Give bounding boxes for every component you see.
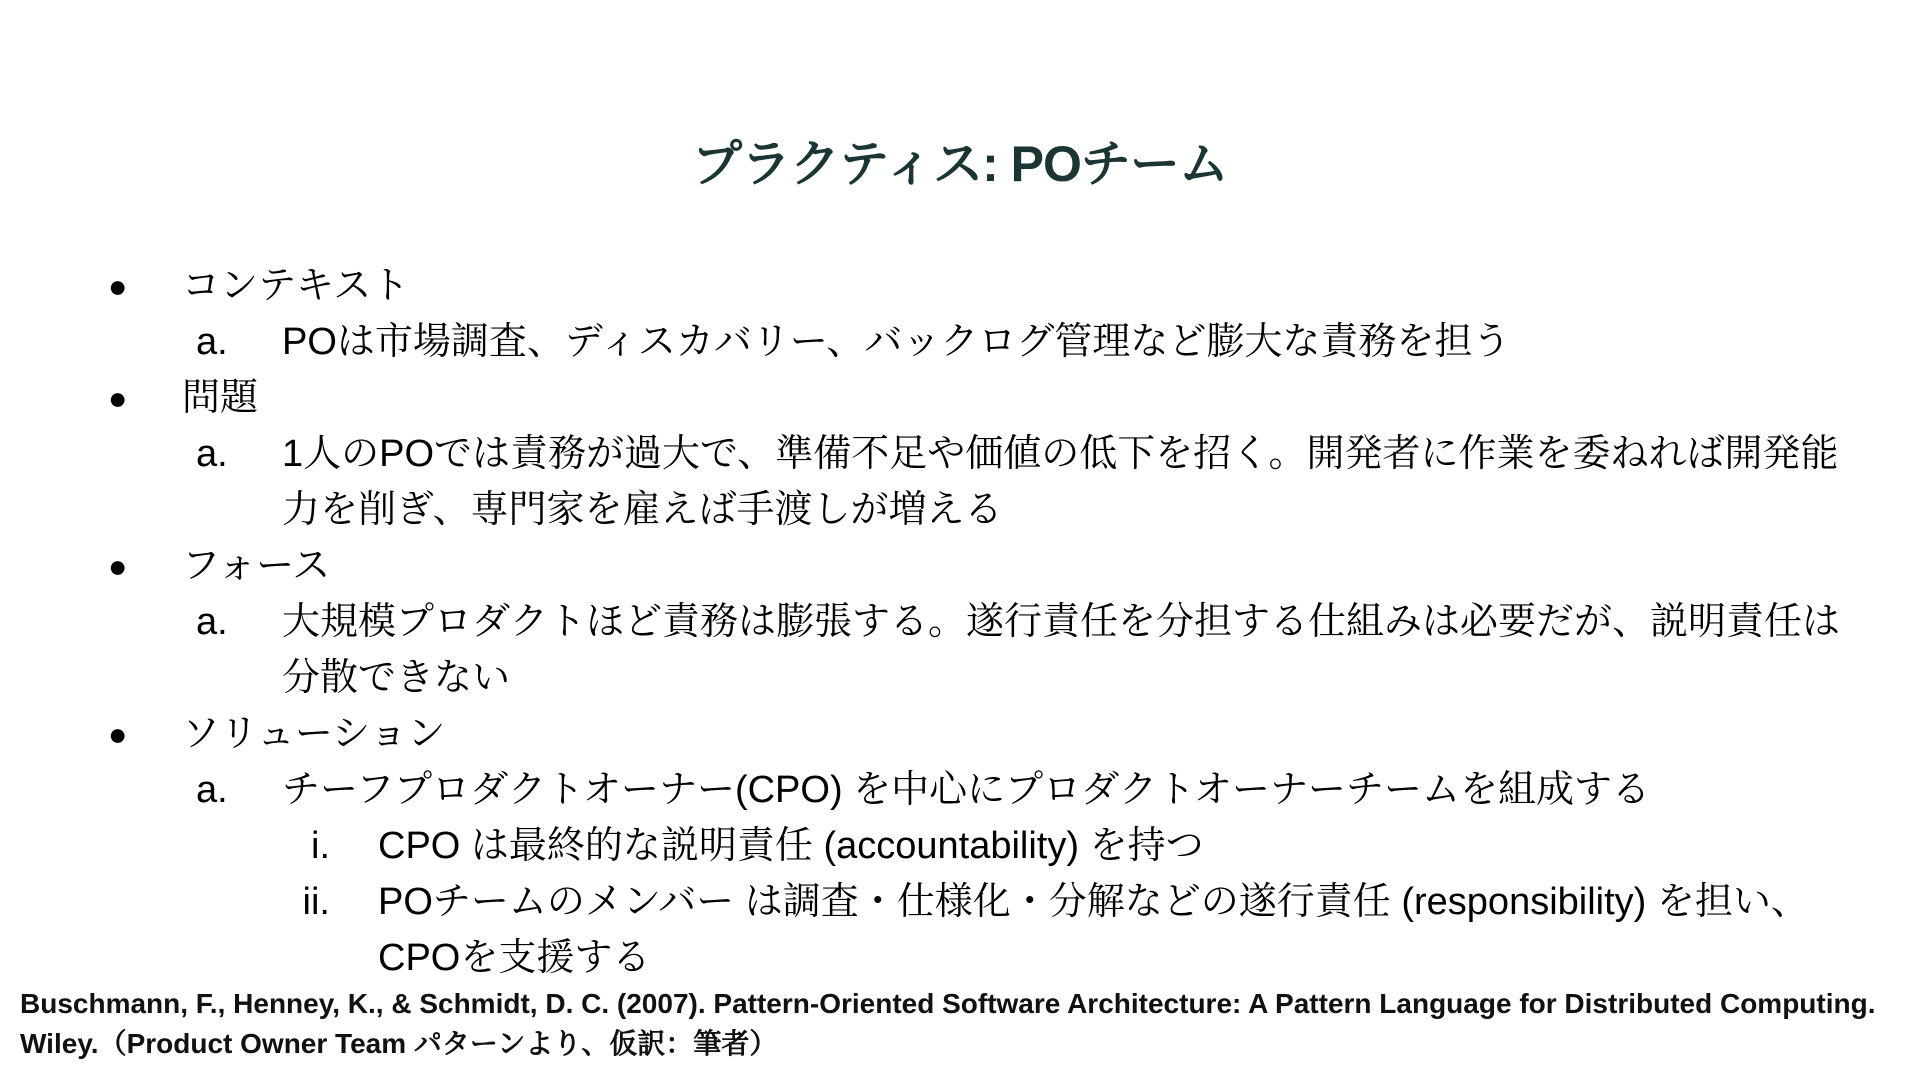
bullet-forces xyxy=(0,538,1920,594)
slide-title: プラクティス: POチーム xyxy=(692,136,1228,192)
slide-body xyxy=(0,258,1920,986)
heading-forces: フォース xyxy=(182,545,331,587)
solution-item-a xyxy=(0,762,1920,818)
bullet-icon: ● xyxy=(108,268,128,304)
solution-subitem-ii-text: POチームのメンバー は調査・仕様化・分解などの遂行責任 (responsibility) を担い、CPOを支援する xyxy=(378,881,1809,979)
solution-text: チーフプロダクトオーナー(CPO) を中心にプロダクトオーナーチームを組成する xyxy=(282,769,1651,811)
citation: Buschmann, F., Henney, K., & Schmidt, D. C. (2007). Pattern-Oriented Software Architecture: A Pattern Language for Distributed Computing. Wiley.（Product Owner Team パターンより、仮訳：筆者） xyxy=(20,988,1876,1059)
bullet-icon: ● xyxy=(108,716,128,752)
bullet-icon: ● xyxy=(108,380,128,416)
solution-subitem-i-text: CPO は最終的な説明責任 (accountability) を持つ xyxy=(378,825,1204,867)
context-text: POは市場調査、ディスカバリー、バックログ管理など膨大な責務を担う xyxy=(282,321,1511,363)
list-marker: a. xyxy=(196,769,228,811)
heading-solution: ソリューション xyxy=(182,713,446,755)
list-marker: a. xyxy=(196,321,228,363)
bullet-problem xyxy=(0,370,1920,426)
forces-text: 大規模プロダクトほど責務は膨張する。遂行責任を分担する仕組みは必要だが、説明責任は分散できない xyxy=(282,601,1841,699)
solution-subitem-ii xyxy=(0,874,1920,986)
list-marker: i. xyxy=(311,825,330,867)
context-item-a xyxy=(0,314,1920,370)
bullet-solution xyxy=(0,706,1920,762)
heading-context: コンテキスト xyxy=(182,265,410,307)
problem-item-a xyxy=(0,426,1920,538)
problem-text: 1人のPOでは責務が過大で、準備不足や価値の低下を招く。開発者に作業を委ねれば開発能力を削ぎ、専門家を雇えば手渡しが増える xyxy=(282,433,1839,531)
list-marker: a. xyxy=(196,433,228,475)
heading-problem: 問題 xyxy=(182,377,259,419)
list-marker: ii. xyxy=(302,881,330,923)
bullet-context xyxy=(0,258,1920,314)
solution-subitem-i xyxy=(0,818,1920,874)
forces-item-a xyxy=(0,594,1920,706)
bullet-icon: ● xyxy=(108,548,128,584)
list-marker: a. xyxy=(196,601,228,643)
